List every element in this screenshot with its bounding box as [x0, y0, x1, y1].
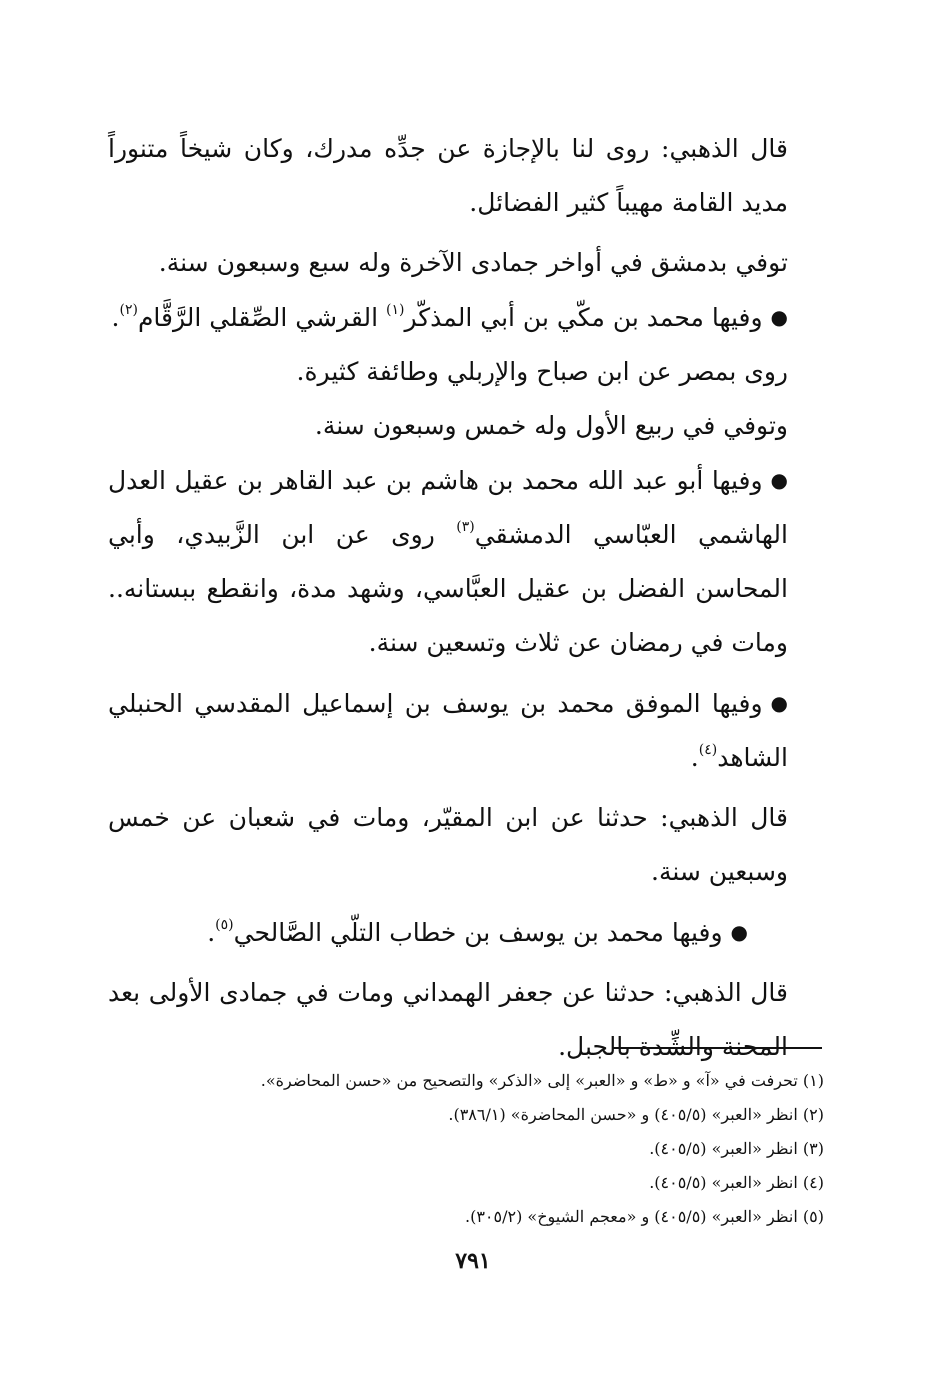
- footnote-ref-1[interactable]: (١): [385, 302, 405, 318]
- footnote-ref-2[interactable]: (٢): [119, 302, 138, 318]
- paragraph-death-2: [108, 399, 830, 453]
- paragraph-text: قال الذهبي: حدثنا عن ابن المقيّر، ومات في شعبان عن خمس وسبعين سنة.: [108, 803, 788, 886]
- paragraph-text: قال الذهبي: حدثنا عن جعفر الهمداني ومات في جمادى الأولى بعد المحنة والشِّدة بالجبل.: [108, 978, 788, 1061]
- footnote-ref-4[interactable]: (٤): [698, 742, 718, 758]
- paragraph-entry-makki: [108, 290, 830, 345]
- paragraph-text: وفيها الموفق محمد بن يوسف بن إسماعيل المقدسي الحنبلي الشاهد: [108, 689, 788, 772]
- paragraph-text: وفيها أبو عبد الله محمد بن هاشم بن عبد القاهر بن عقيل العدل الهاشمي العبّاسي الدمشقي: [108, 466, 788, 549]
- paragraph-text: .: [690, 743, 699, 772]
- bullet-icon: ●: [770, 468, 788, 492]
- bullet-icon: ●: [730, 920, 748, 944]
- bullet-icon: ●: [770, 691, 788, 715]
- paragraph-text: روى عن ابن الزَّبيدي، وأبي المحاسن الفضل بن عقيل العبَّاسي، وشهد مدة، وانقطع ببستانه.. ومات في رمضان عن ثلاث وتسعين سنة.: [108, 520, 788, 657]
- paragraph-text: توفي بدمشق في أواخر جمادى الآخرة وله سبع وسبعون سنة.: [158, 248, 788, 277]
- footnote-divider: [612, 1047, 822, 1049]
- paragraph-dhahabi-1: [108, 122, 830, 230]
- paragraph-text: وتوفي في ربيع الأول وله خمس وسبعون سنة.: [314, 411, 788, 440]
- footnote-4: (٤) انظر «العبر» (٤٠٥/٥).: [649, 1173, 824, 1192]
- paragraph-text: وفيها محمد بن يوسف بن خطاب التلّي الصَّالحي: [233, 918, 723, 947]
- paragraph-text: قال الذهبي: روى لنا بالإجازة عن جدِّه مدرك، وكان شيخاً متنوراً مديد القامة مهيباً كثير الفضائل.: [108, 134, 788, 217]
- footnote-ref-5[interactable]: (٥): [215, 917, 234, 933]
- paragraph-entry-muwaffaq: [108, 676, 830, 785]
- paragraph-text: وفيها محمد بن مكّي بن أبي المذكّر: [404, 303, 763, 332]
- paragraph-text: .: [111, 303, 120, 332]
- footnote-1: (١) تحرفت في «آ» و «ط» و «العبر» إلى «الذكر» والتصحيح من «حسن المحاضرة».: [260, 1071, 824, 1090]
- main-text: [108, 122, 830, 1074]
- paragraph-death-1: [108, 236, 830, 290]
- paragraph-text: .: [207, 918, 216, 947]
- footnotes: [160, 1064, 824, 1234]
- page-number: ٧٩١: [455, 1248, 491, 1274]
- paragraph-narration-2: [108, 345, 830, 399]
- paragraph-text: روى بمصر عن ابن صباح والإربلي وطائفة كثيرة.: [296, 357, 788, 386]
- footnote-2: (٢) انظر «العبر» (٤٠٥/٥) و «حسن المحاضرة» (٣٨٦/١).: [448, 1105, 824, 1124]
- paragraph-dhahabi-3: [108, 966, 830, 1074]
- paragraph-entry-hashim: [108, 453, 830, 670]
- paragraph-dhahabi-2: [108, 791, 830, 899]
- paragraph-text: القرشي الصِّقلي الرَّقَّام: [137, 303, 386, 332]
- footnote-ref-3[interactable]: (٣): [456, 519, 475, 535]
- paragraph-entry-khattab: [108, 905, 830, 960]
- footnote-3: (٣) انظر «العبر» (٤٠٥/٥).: [649, 1139, 824, 1158]
- footnote-5: (٥) انظر «العبر» (٤٠٥/٥) و «معجم الشيوخ» (٣٠٥/٢).: [465, 1207, 824, 1226]
- bullet-icon: ●: [770, 305, 788, 329]
